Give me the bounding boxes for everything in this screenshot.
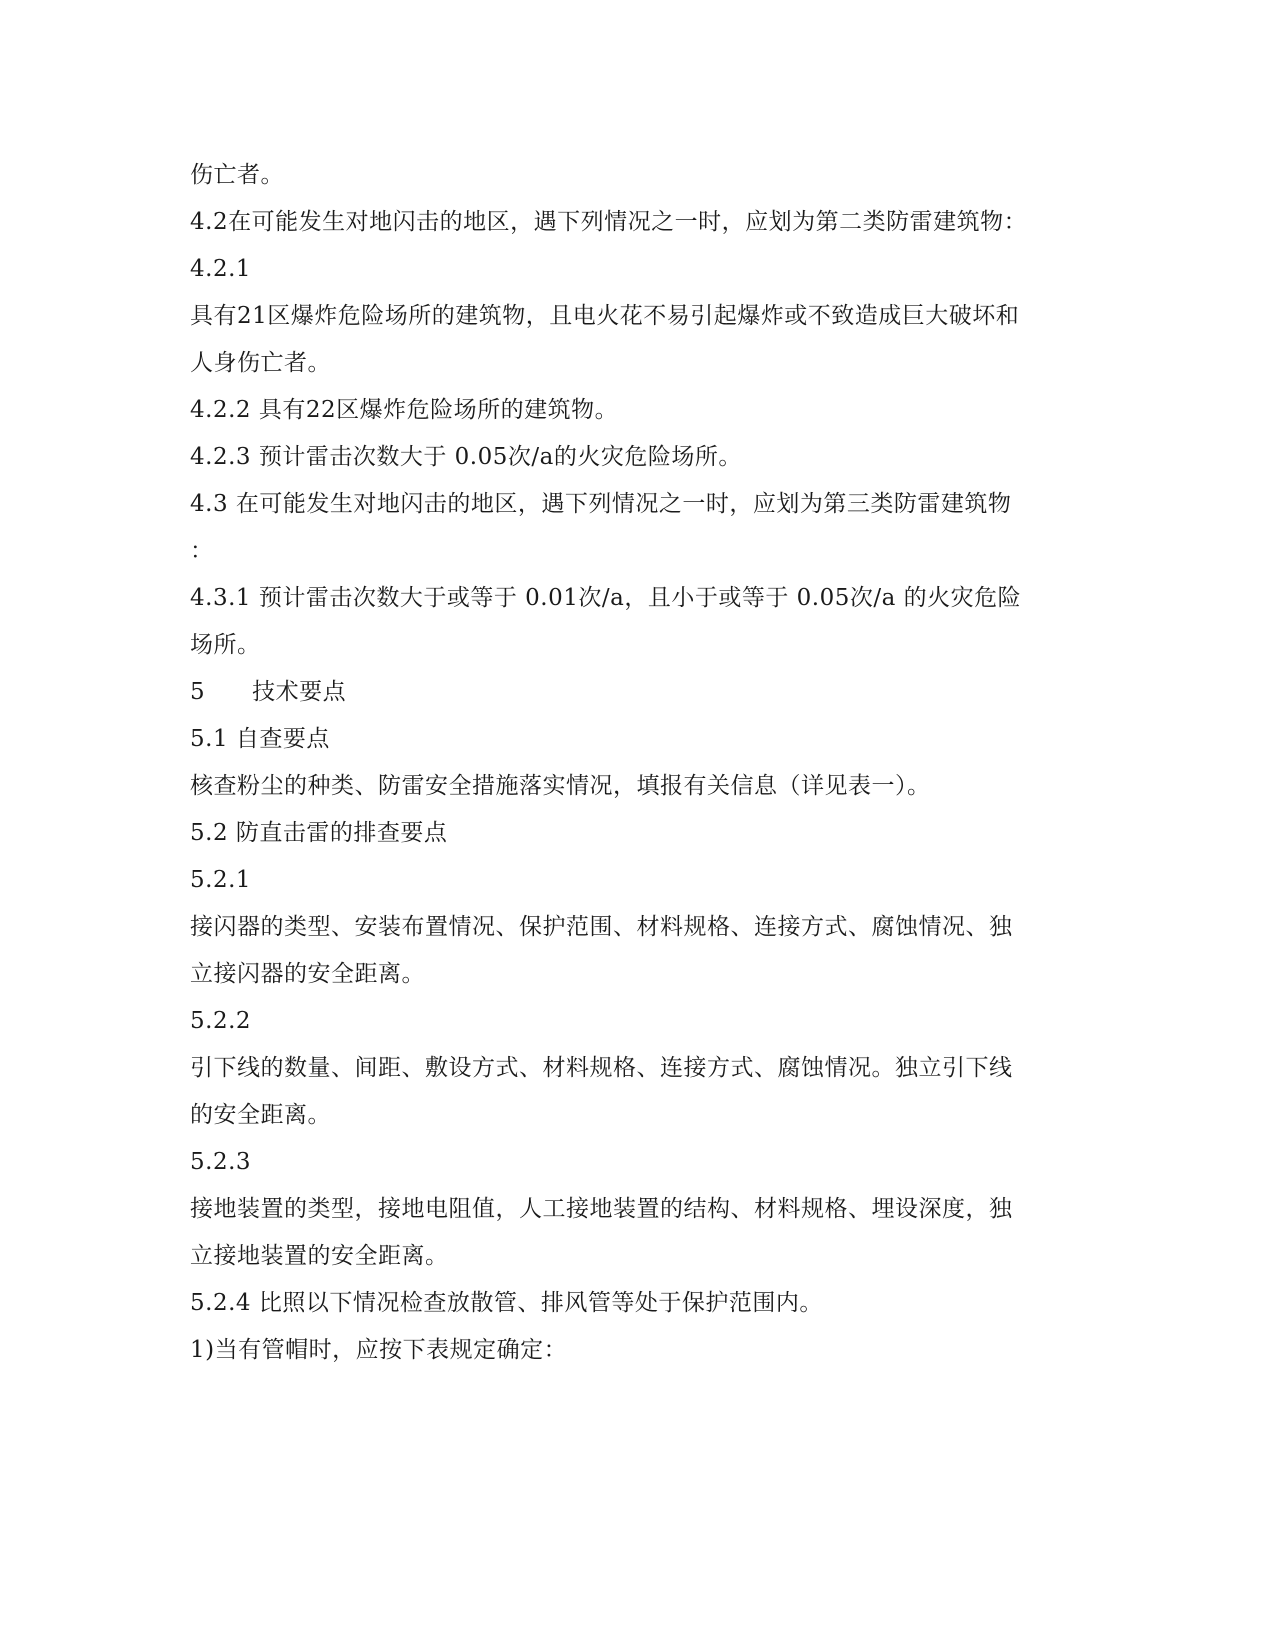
text-line: 5.2.1 (190, 867, 252, 893)
text-line: 核查粉尘的种类、防雷安全措施落实情况，填报有关信息（详见表一）。 (190, 773, 931, 799)
subsection-heading: 5.2 防直击雷的排查要点 (190, 820, 448, 846)
subsection-heading: 5.1 自查要点 (190, 726, 330, 752)
text-line: 接地装置的类型，接地电阻值，人工接地装置的结构、材料规格、埋设深度，独 (190, 1196, 1013, 1222)
text-line: 4.3 在可能发生对地闪击的地区，遇下列情况之一时，应划为第三类防雷建筑物 (190, 491, 1012, 517)
text-line: 人身伤亡者。 (190, 350, 331, 376)
section-heading: 5 技术要点 (190, 679, 347, 705)
text-line: 4.2.3 预计雷击次数大于 0.05次/a的火灾危险场所。 (190, 444, 742, 470)
text-line: 场所。 (190, 632, 261, 658)
text-line: 的安全距离。 (190, 1102, 331, 1128)
text-line: 接闪器的类型、安装布置情况、保护范围、材料规格、连接方式、腐蚀情况、独 (190, 914, 1013, 940)
text-line: 4.2在可能发生对地闪击的地区，遇下列情况之一时，应划为第二类防雷建筑物： (190, 209, 1028, 235)
text-line: 5.2.2 (190, 1008, 252, 1034)
text-line: 伤亡者。 (190, 162, 284, 188)
text-line: 5.2.4 比照以下情况检查放散管、排风管等处于保护范围内。 (190, 1290, 823, 1316)
text-line: 4.2.1 (190, 256, 252, 282)
text-line: ： (190, 538, 214, 564)
text-line: 1)当有管帽时，应按下表规定确定： (190, 1337, 568, 1363)
text-line: 引下线的数量、间距、敷设方式、材料规格、连接方式、腐蚀情况。独立引下线 (190, 1055, 1013, 1081)
text-line: 具有21区爆炸危险场所的建筑物，且电火花不易引起爆炸或不致造成巨大破坏和 (190, 303, 1020, 329)
text-line: 5.2.3 (190, 1149, 252, 1175)
text-line: 立接地装置的安全距离。 (190, 1243, 449, 1269)
text-line: 4.2.2 具有22区爆炸危险场所的建筑物。 (190, 397, 619, 423)
text-line: 立接闪器的安全距离。 (190, 961, 425, 987)
text-line: 4.3.1 预计雷击次数大于或等于 0.01次/a，且小于或等于 0.05次/a 的火灾危险 (190, 585, 1022, 611)
